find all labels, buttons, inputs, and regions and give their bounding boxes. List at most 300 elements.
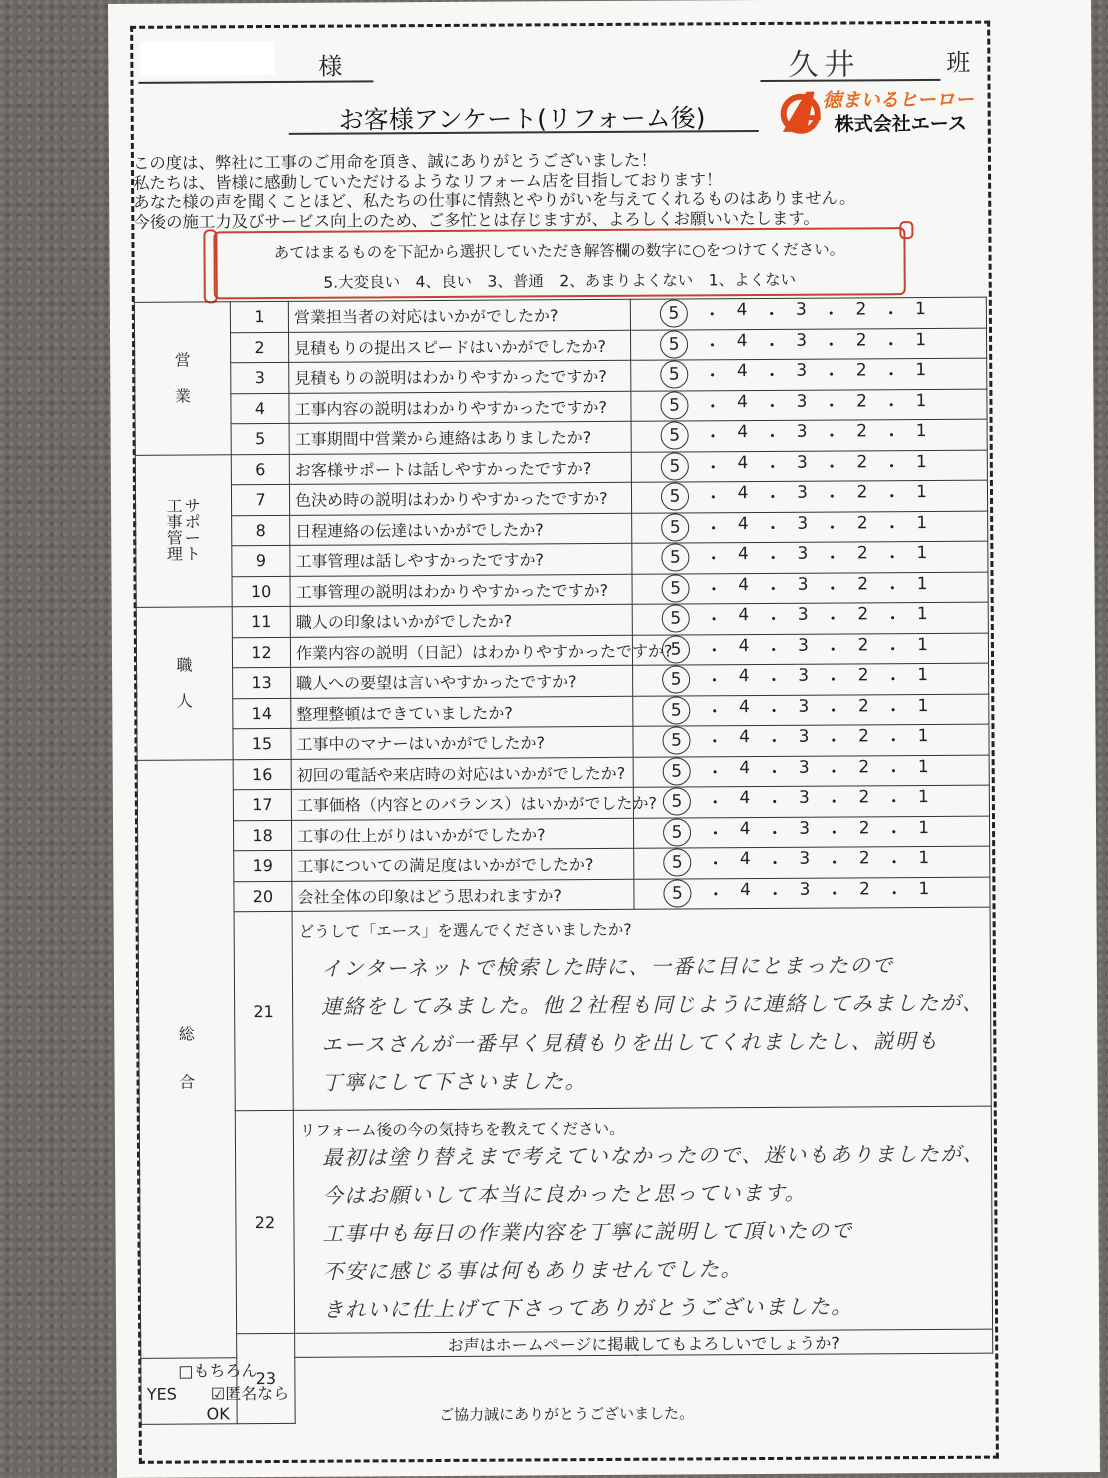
rating-option[interactable]: 4	[737, 391, 748, 412]
intro-line: 私たちは、皆様に感動していただけるようなリフォーム店を目指しております！	[133, 169, 723, 193]
rating-option[interactable]: 2	[858, 848, 870, 869]
handwritten-answer-line: 工事中も毎日の作業内容を丁寧に説明して頂いたので	[322, 1218, 853, 1246]
rating-option[interactable]: 4	[739, 788, 751, 809]
rating-separator: ・	[764, 518, 782, 539]
rating-separator: ・	[822, 335, 840, 356]
question-text: 色決め時の説明はわかりやすかったですか?	[289, 482, 631, 515]
rating-option[interactable]: 3	[797, 482, 809, 504]
rating-options	[631, 480, 987, 513]
rating-separator: ・	[763, 305, 781, 326]
rating-option[interactable]: 3	[799, 848, 811, 870]
rating-separator: ・	[823, 426, 841, 447]
rating-option[interactable]: 3	[796, 452, 808, 473]
rating-separator: ・	[766, 823, 784, 844]
question-text: 初回の電話や来店時の対応はいかがでしたか?	[291, 757, 633, 790]
category-char: 合	[179, 1072, 196, 1092]
rating-option[interactable]: 3	[796, 391, 808, 412]
question-text: 整理整頓はできていましたか?	[291, 696, 633, 729]
rating-separator: ・	[882, 304, 900, 325]
rating-options	[632, 633, 988, 666]
rating-option[interactable]: 3	[799, 879, 811, 900]
rating-selected-circle[interactable]: 5	[663, 818, 691, 846]
rating-separator: ・	[823, 396, 841, 417]
instructions-scale: 5.大変良い 4、良い 3、普通 2、あまりよくない 1、よくない	[323, 270, 797, 292]
category-support	[135, 454, 232, 607]
question-number: 18	[233, 820, 291, 851]
rating-options	[631, 389, 987, 422]
rating-option[interactable]: 2	[858, 726, 870, 747]
handwritten-answer-line: 不安に感じる事は何もありませんでした。	[322, 1257, 743, 1284]
rating-option[interactable]: 4	[737, 544, 749, 565]
rating-option[interactable]: 3	[797, 604, 809, 626]
rating-separator: ・	[705, 641, 723, 662]
rating-option[interactable]: 2	[857, 604, 869, 625]
rating-option[interactable]: 2	[857, 696, 869, 717]
rating-option[interactable]: 4	[737, 422, 749, 443]
rating-separator: ・	[885, 792, 903, 813]
question-number: 17	[233, 789, 291, 820]
rating-option[interactable]: 3	[799, 818, 811, 839]
rating-separator: ・	[823, 457, 841, 478]
rating-separator: ・	[764, 549, 782, 570]
category-char: 理	[166, 544, 183, 564]
company-name: 株式会社エース	[834, 112, 967, 136]
question-text: 工事管理は話しやすかったですか?	[290, 543, 632, 576]
rating-separator: ・	[704, 397, 722, 418]
rating-option[interactable]: 3	[798, 787, 810, 809]
category-char: ポ	[184, 512, 201, 532]
category-char: サ	[184, 496, 201, 516]
handwritten-answer-line: エースさんが一番早く見積もりを出してくれましたし、説明も	[321, 1028, 940, 1057]
rating-separator: ・	[706, 824, 724, 845]
rating-options	[632, 602, 988, 635]
rating-option[interactable]: 2	[855, 330, 867, 351]
category-char: ト	[184, 544, 201, 564]
rating-separator: ・	[763, 427, 782, 448]
rating-separator: ・	[882, 365, 900, 386]
rating-separator: ・	[703, 305, 721, 326]
rating-separator: ・	[825, 762, 843, 783]
rating-option[interactable]: 3	[798, 635, 809, 656]
category-char: 工	[166, 496, 183, 516]
category-char: 管	[166, 528, 183, 548]
rating-options	[633, 755, 989, 788]
rating-separator: ・	[704, 488, 722, 509]
instructions-line-1: あてはまるものを下記から選択していただき解答欄の数字に○をつけてください。	[273, 240, 846, 262]
handwritten-answer-line: 連絡をしてみました。他２社程も同じように連絡してみましたが、	[321, 990, 985, 1019]
rating-option[interactable]: 2	[857, 665, 869, 686]
rating-option[interactable]: 4	[738, 696, 750, 717]
rating-selected-circle[interactable]: 5	[661, 513, 689, 541]
rating-option[interactable]: 2	[858, 757, 870, 778]
rating-separator: ・	[704, 458, 722, 479]
rating-option[interactable]: 4	[738, 635, 750, 656]
rating-selected-circle[interactable]: 5	[663, 757, 691, 785]
handwritten-answer-line: 最初は塗り替えまで考えていなかったので、迷いもありましたが、	[321, 1141, 985, 1170]
question-text: 見積もりの提出スピードはいかがでしたか?	[289, 330, 631, 363]
rating-separator: ・	[826, 853, 844, 874]
rating-separator: ・	[825, 792, 843, 813]
category-char: 業	[174, 386, 191, 406]
rating-separator: ・	[763, 396, 781, 417]
rating-selected-circle[interactable]: 5	[663, 849, 691, 877]
question-number: 12	[232, 637, 290, 668]
handwritten-answer-line: インターネットで検索した時に、一番に目にとまったので	[320, 953, 894, 981]
question-number: 9	[232, 545, 290, 576]
question-text: 工事管理の説明はわかりやすかったですか?	[290, 574, 632, 607]
question-number: 16	[233, 759, 291, 790]
rating-option[interactable]: 3	[798, 665, 810, 687]
rating-separator: ・	[883, 517, 901, 539]
rating-separator: ・	[765, 701, 783, 722]
rating-separator: ・	[764, 457, 782, 478]
rating-selected-circle[interactable]: 5	[661, 422, 689, 450]
rating-option[interactable]: 2	[857, 574, 869, 595]
category-char: 営	[174, 350, 191, 370]
rating-options	[632, 572, 988, 605]
rating-separator: ・	[883, 456, 901, 478]
open-answer-area[interactable]	[292, 907, 991, 1110]
rating-option[interactable]: 3	[796, 421, 808, 443]
rating-separator: ・	[705, 671, 724, 692]
rating-separator: ・	[707, 854, 725, 875]
rating-selected-circle[interactable]: 5	[660, 391, 688, 419]
rating-option[interactable]: 1	[916, 604, 928, 625]
rating-separator: ・	[704, 519, 723, 540]
rating-separator: ・	[706, 793, 724, 814]
rating-separator: ・	[885, 822, 903, 844]
rating-option[interactable]: 1	[914, 299, 926, 320]
rating-option[interactable]: 3	[797, 574, 809, 595]
publish-consent-question: お声はホームページに掲載してもよろしいでしょうか?	[295, 1329, 993, 1357]
rating-option[interactable]: 1	[918, 817, 930, 838]
rating-options	[630, 297, 986, 330]
rating-separator: ・	[882, 334, 900, 356]
rating-separator: ・	[766, 793, 784, 814]
rating-option[interactable]: 3	[798, 757, 810, 778]
rating-separator: ・	[884, 639, 902, 661]
rating-option[interactable]: 4	[740, 879, 751, 900]
question-number: 20	[234, 881, 292, 912]
handwritten-answer-line: 丁寧にして下さいました。	[321, 1069, 587, 1095]
rating-separator: ・	[765, 762, 784, 783]
rating-separator: ・	[763, 366, 781, 387]
rating-separator: ・	[885, 853, 903, 874]
rating-separator: ・	[823, 487, 841, 508]
category-craft	[136, 607, 233, 760]
rating-option[interactable]: 4	[736, 330, 748, 351]
company-logo	[777, 85, 987, 138]
rating-option[interactable]: 1	[917, 726, 929, 747]
rating-separator: ・	[824, 609, 842, 630]
handwritten-answer-line: 今はお願いして本当に良かったと思っています。	[322, 1180, 807, 1208]
rating-options	[633, 785, 989, 818]
rating-separator: ・	[885, 883, 903, 905]
rating-selected-circle[interactable]: 5	[661, 544, 689, 572]
question-text: 作業内容の説明（日記）はわかりやすかったですか?	[290, 635, 632, 668]
rating-selected-circle[interactable]: 5	[663, 879, 691, 907]
instructions-banner	[213, 227, 905, 299]
category-char: 総	[178, 1024, 195, 1044]
rating-options	[633, 816, 989, 849]
rating-options	[631, 328, 987, 361]
question-text: 営業担当者の対応はいかがでしたか?	[288, 299, 630, 332]
question-text: 会社全体の印象はどう思われますか?	[292, 879, 634, 912]
rating-option[interactable]: 3	[796, 360, 808, 382]
rating-separator: ・	[705, 580, 723, 601]
question-text: 見積もりの説明はわかりやすかったですか?	[289, 360, 631, 393]
rating-separator: ・	[764, 488, 782, 509]
rating-separator: ・	[884, 761, 903, 783]
rating-separator: ・	[766, 854, 784, 875]
question-number: 14	[233, 698, 291, 729]
rating-separator: ・	[765, 671, 783, 692]
survey-title: お客様アンケート(リフォーム後)	[338, 103, 706, 135]
category-char: 人	[176, 691, 193, 711]
rating-option[interactable]: 2	[856, 482, 868, 503]
question-text: 工事内容の説明はわかりやすかったですか?	[289, 391, 631, 424]
question-number: 7	[231, 484, 289, 515]
rating-separator: ・	[824, 579, 842, 600]
rating-separator: ・	[705, 610, 723, 631]
redacted-customer-name	[140, 41, 274, 76]
question-number: 13	[233, 667, 291, 698]
question-text: お客様サポートは話しやすかったですか?	[289, 452, 631, 485]
category-char: ー	[184, 528, 201, 548]
rating-option[interactable]: 1	[915, 329, 927, 350]
rating-option[interactable]: 3	[797, 513, 809, 534]
question-text: 工事についての満足度はいかがでしたか?	[292, 848, 634, 881]
rating-separator: ・	[824, 670, 843, 691]
question-number: 22	[235, 1110, 294, 1333]
intro-line: あなた様の声を聞くことほど、私たちの仕事に情熱とやりがいを与えてくれるものはありません。	[133, 188, 856, 212]
rating-option[interactable]: 1	[916, 512, 928, 533]
rating-option[interactable]: 1	[915, 390, 927, 411]
rating-option[interactable]: 2	[858, 787, 870, 808]
logo-slogan: 徳まいるヒーロー	[822, 88, 974, 112]
customer-suffix: 様	[318, 52, 343, 81]
rating-option[interactable]: 4	[736, 300, 748, 321]
question-number: 4	[231, 393, 289, 424]
rating-option[interactable]: 3	[795, 299, 807, 321]
category-overall	[137, 759, 237, 1358]
rating-option[interactable]: 1	[915, 421, 927, 442]
intro-text	[133, 149, 856, 231]
rating-separator: ・	[823, 518, 842, 539]
question-text: 工事期間中営業から連絡はありましたか?	[289, 421, 631, 454]
question-number: 6	[231, 454, 289, 485]
rating-separator: ・	[823, 365, 841, 386]
intro-line: 今後の施工力及びサービス向上のため、ご多忙とは存じますが、よろしくお願いいたします。	[133, 208, 820, 232]
open-question-text: どうして「エース」を選んでくださいましたか?	[298, 920, 632, 941]
category-char: 事	[166, 512, 183, 532]
rating-option[interactable]: 1	[916, 573, 928, 594]
rating-options	[633, 694, 989, 727]
rating-separator: ・	[825, 731, 843, 752]
rating-separator: ・	[883, 578, 901, 600]
rating-separator: ・	[884, 700, 902, 722]
open-question-row	[139, 1106, 992, 1334]
question-number: 23	[237, 1333, 296, 1423]
rating-option[interactable]: 2	[856, 421, 868, 442]
open-question-text: リフォーム後の今の気持ちを教えてください。	[299, 1119, 625, 1140]
rating-selected-circle[interactable]: 5	[661, 452, 689, 480]
rating-separator: ・	[882, 426, 900, 447]
rating-option[interactable]: 1	[915, 360, 927, 381]
question-text: 職人の印象はいかがでしたか?	[290, 604, 632, 637]
question-number: 3	[231, 362, 289, 393]
rating-separator: ・	[704, 366, 722, 387]
question-number: 21	[234, 911, 293, 1110]
rating-option[interactable]: 2	[855, 299, 867, 320]
category-char: 職	[176, 655, 193, 675]
rating-option[interactable]: 4	[738, 605, 750, 626]
handwritten-answer-line: きれいに仕上げて下さってありがとうございました。	[322, 1294, 854, 1322]
rating-options	[634, 877, 990, 910]
rating-separator: ・	[883, 487, 901, 508]
team-suffix: 班	[946, 48, 971, 77]
open-question-row	[138, 907, 991, 1111]
rating-separator: ・	[824, 548, 842, 569]
rating-option[interactable]: 4	[739, 757, 751, 778]
rating-selected-circle[interactable]: 5	[661, 574, 689, 602]
rating-separator: ・	[825, 823, 843, 844]
rating-separator: ・	[765, 610, 783, 631]
team-name-handwritten: 久井	[788, 47, 861, 83]
rating-separator: ・	[706, 763, 724, 784]
rating-separator: ・	[883, 548, 901, 569]
checkbox-yes[interactable]: □もちろんYES	[146, 1361, 258, 1404]
rating-option[interactable]: 4	[737, 513, 749, 534]
rating-option[interactable]: 4	[739, 818, 751, 839]
question-text: 職人への要望は言いやすかったですか?	[291, 665, 633, 698]
question-text: 工事価格（内容とのバランス）はいかがでしたか?	[291, 787, 633, 820]
rating-options	[631, 450, 987, 483]
publish-consent-row	[141, 1329, 993, 1358]
rating-option[interactable]: 3	[798, 696, 810, 717]
question-number: 11	[232, 606, 290, 637]
ace-logo-icon	[777, 88, 829, 134]
rating-separator: ・	[706, 732, 724, 753]
rating-options	[633, 724, 989, 757]
rating-selected-circle[interactable]: 5	[662, 635, 690, 663]
question-number: 10	[232, 576, 290, 607]
rating-option[interactable]: 2	[855, 360, 867, 381]
rating-separator: ・	[704, 427, 722, 448]
rating-option[interactable]: 4	[736, 361, 748, 382]
rating-option[interactable]: 4	[739, 727, 751, 748]
question-text: 工事の仕上がりはいかがでしたか?	[291, 818, 633, 851]
rating-separator: ・	[707, 885, 725, 906]
rating-selected-circle[interactable]: 5	[662, 666, 690, 694]
rating-separator: ・	[703, 336, 721, 357]
rating-options	[634, 846, 990, 879]
question-text: 工事中のマナーはいかがでしたか?	[291, 726, 633, 759]
rating-option[interactable]: 1	[918, 848, 930, 869]
rating-option[interactable]: 1	[916, 482, 927, 503]
rating-selected-circle[interactable]: 5	[663, 788, 691, 816]
rating-option[interactable]: 1	[916, 634, 928, 655]
rating-selected-circle[interactable]: 5	[661, 483, 689, 511]
rating-option[interactable]: 1	[917, 695, 929, 716]
question-number: 2	[231, 332, 289, 363]
rating-separator: ・	[763, 335, 781, 356]
rating-option[interactable]: 4	[737, 483, 749, 504]
rating-separator: ・	[883, 609, 902, 630]
rating-option[interactable]: 4	[738, 666, 750, 687]
rating-option[interactable]: 1	[915, 451, 927, 472]
rating-option[interactable]: 1	[917, 665, 929, 686]
question-text: 日程連絡の伝達はいかがでしたか?	[290, 513, 632, 546]
question-number: 8	[232, 515, 290, 546]
intro-line: この度は、弊社に工事のご用命を頂き、誠にありがとうございました！	[132, 150, 657, 173]
rating-selected-circle[interactable]: 5	[662, 727, 690, 755]
rating-option[interactable]: 3	[798, 726, 810, 748]
rating-options	[632, 541, 988, 574]
rating-selected-circle[interactable]: 5	[660, 300, 688, 328]
rating-option[interactable]: 4	[737, 452, 749, 473]
rating-option[interactable]: 2	[856, 391, 867, 412]
survey-sheet	[108, 0, 1100, 1478]
footer-thanks: ご協力誠にありがとうございました。	[439, 1404, 695, 1425]
rating-separator: ・	[706, 702, 724, 723]
rating-selected-circle[interactable]: 5	[662, 605, 690, 633]
rating-options	[632, 511, 988, 544]
category-sales	[134, 302, 231, 455]
rating-option[interactable]: 2	[856, 543, 868, 564]
rating-separator: ・	[822, 304, 840, 325]
open-answer-area[interactable]	[293, 1106, 992, 1333]
rating-separator: ・	[884, 731, 902, 752]
question-number: 15	[233, 728, 291, 759]
rating-separator: ・	[884, 670, 902, 691]
rating-options	[633, 663, 989, 696]
rating-option[interactable]: 1	[918, 878, 930, 899]
rating-option[interactable]: 1	[917, 787, 929, 808]
question-number: 1	[230, 301, 288, 332]
rating-separator: ・	[882, 395, 900, 417]
rating-selected-circle[interactable]: 5	[662, 696, 690, 724]
rating-selected-circle[interactable]: 5	[660, 330, 688, 358]
rating-separator: ・	[766, 884, 784, 905]
rating-option[interactable]: 2	[856, 513, 868, 534]
rating-selected-circle[interactable]: 5	[660, 361, 688, 389]
survey-table	[134, 297, 994, 1425]
checkbox-anonymous-checked[interactable]: ☑匿名ならOK	[206, 1383, 290, 1424]
rating-option[interactable]: 4	[738, 574, 750, 595]
rating-option[interactable]: 4	[739, 849, 751, 870]
rating-option[interactable]: 2	[856, 452, 868, 473]
rating-separator: ・	[824, 640, 842, 661]
rating-separator: ・	[765, 640, 783, 661]
rating-separator: ・	[825, 701, 843, 722]
rating-option[interactable]: 3	[797, 543, 809, 565]
rating-option[interactable]: 1	[916, 543, 928, 564]
rating-separator: ・	[764, 579, 782, 600]
rating-option[interactable]: 2	[858, 879, 870, 900]
rating-option[interactable]: 1	[917, 756, 929, 777]
rating-separator: ・	[826, 884, 844, 905]
rating-option[interactable]: 3	[796, 330, 808, 351]
rating-separator: ・	[765, 732, 783, 753]
rating-option[interactable]: 2	[857, 635, 869, 656]
rating-option[interactable]: 2	[858, 818, 870, 839]
question-number: 19	[234, 850, 292, 881]
rating-separator: ・	[705, 549, 723, 570]
rating-options	[631, 419, 987, 452]
rating-options	[631, 358, 987, 391]
question-number: 5	[231, 423, 289, 454]
